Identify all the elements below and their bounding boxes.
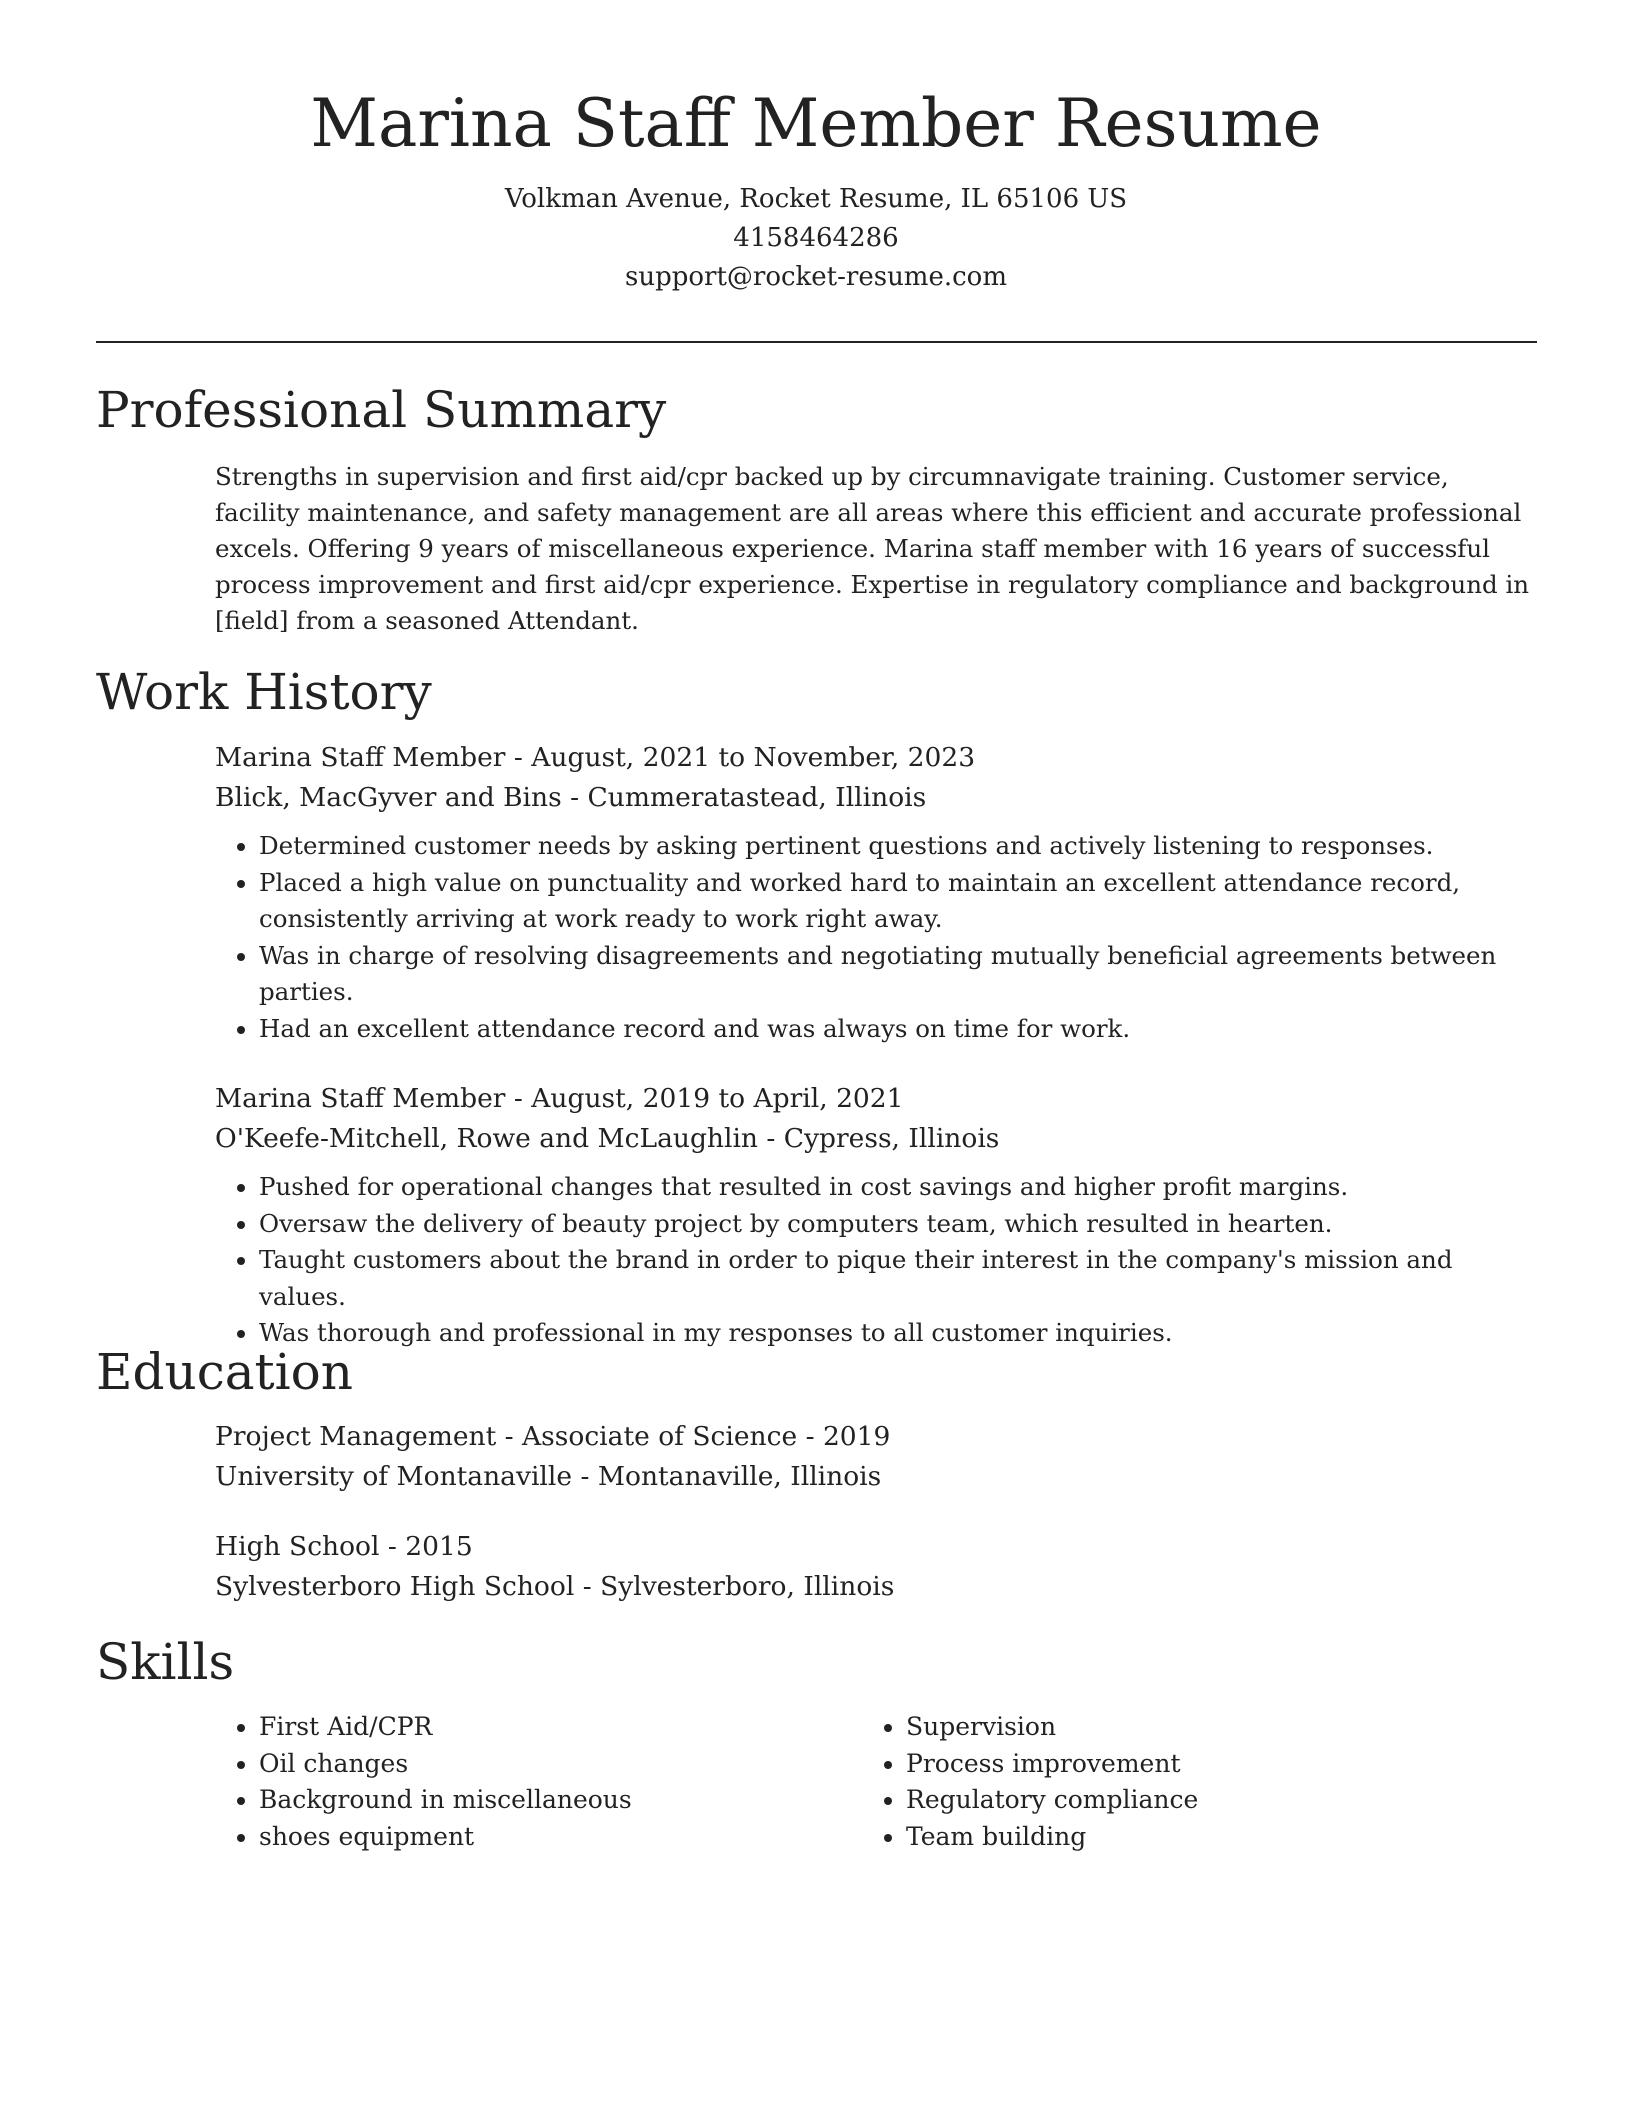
skills-list	[215, 1709, 855, 1855]
education-entry	[215, 1527, 1540, 1607]
work-bullets	[215, 1169, 1540, 1352]
summary-block	[215, 459, 1540, 639]
list-item: • Taught customers about the brand in order to pique their interest in the company's mission and values.	[259, 1242, 1540, 1315]
degree-year: - 2019	[797, 1421, 891, 1452]
list-item: • Process improvement	[906, 1746, 1502, 1783]
contact-address: Volkman Avenue, Rocket Resume, IL 65106 US	[504, 184, 1128, 214]
contact-phone: 4158464286	[733, 223, 899, 253]
degree-name: High School	[215, 1531, 380, 1562]
list-item: • First Aid/CPR	[259, 1709, 855, 1746]
company-location: - Cummeratastead, Illinois	[561, 782, 927, 813]
job-title: Marina Staff Member	[215, 1083, 506, 1114]
education-school-line	[215, 1567, 1540, 1607]
list-item: • Team building	[906, 1819, 1502, 1856]
list-item: • Was in charge of resolving disagreements and negotiating mutually beneficial agreements between parties.	[259, 938, 1540, 1011]
section-title-work: Work History	[96, 663, 432, 721]
list-item: • Determined customer needs by asking pertinent questions and actively listening to responses.	[259, 828, 1540, 865]
company-name: Blick, MacGyver and Bins	[215, 782, 562, 813]
degree-name: Project Management - Associate of Science	[215, 1421, 798, 1452]
list-item: • Background in miscellaneous	[259, 1782, 855, 1819]
work-entry-employer	[215, 1119, 1540, 1159]
section-title-summary: Professional Summary	[96, 381, 667, 439]
list-item: • Oversaw the delivery of beauty project by computers team, which resulted in hearten.	[259, 1206, 1540, 1243]
header-divider	[96, 341, 1537, 343]
contact-block	[0, 180, 1632, 297]
list-item: • Was thorough and professional in my responses to all customer inquiries.	[259, 1315, 1540, 1352]
work-entry-heading	[215, 738, 1540, 778]
list-item: • Regulatory compliance	[906, 1782, 1502, 1819]
work-entry-heading	[215, 1079, 1540, 1119]
education-degree-line	[215, 1527, 1540, 1567]
degree-year: - 2015	[379, 1531, 473, 1562]
work-entry-employer	[215, 778, 1540, 818]
section-title-education: Education	[96, 1343, 353, 1401]
contact-email: support@rocket-resume.com	[624, 262, 1007, 292]
company-name: O'Keefe-Mitchell, Rowe and McLaughlin	[215, 1123, 758, 1154]
job-title: Marina Staff Member	[215, 742, 506, 773]
job-dates: - August, 2019 to April, 2021	[505, 1083, 904, 1114]
list-item: • Supervision	[906, 1709, 1502, 1746]
school-location: - Montanaville, Illinois	[572, 1461, 882, 1492]
skills-column-left	[215, 1709, 855, 1855]
education-degree-line	[215, 1417, 1540, 1457]
education-school-line	[215, 1457, 1540, 1497]
school-name: Sylvesterboro High School	[215, 1571, 575, 1602]
list-item: • shoes equipment	[259, 1819, 855, 1856]
resume-title: Marina Staff Member Resume	[310, 85, 1322, 162]
list-item: • Pushed for operational changes that resulted in cost savings and higher profit margins.	[259, 1169, 1540, 1206]
summary-text: Strengths in supervision and first aid/cpr backed up by circumnavigate training. Customer service, facility maintenance, and safety management are all areas where this efficient and accurate professional excels. Offering 9 years of miscellaneous experience. Marina staff member with 16 years of successful process improvement and first aid/cpr experience. Expertise in regulatory compliance and background in [field] from a seasoned Attendant.	[215, 462, 1530, 635]
resume-header	[0, 82, 1632, 297]
list-item: • Had an excellent attendance record and was always on time for work.	[259, 1011, 1540, 1048]
work-entry	[215, 738, 1540, 1047]
education-entry	[215, 1417, 1540, 1497]
work-bullets	[215, 828, 1540, 1047]
skills-list	[862, 1709, 1502, 1855]
list-item: • Oil changes	[259, 1746, 855, 1783]
section-title-skills: Skills	[96, 1633, 235, 1691]
work-entry	[215, 1079, 1540, 1352]
school-name: University of Montanaville	[215, 1461, 573, 1492]
company-location: - Cypress, Illinois	[758, 1123, 1000, 1154]
school-location: - Sylvesterboro, Illinois	[574, 1571, 895, 1602]
job-dates: - August, 2021 to November, 2023	[505, 742, 976, 773]
list-item: • Placed a high value on punctuality and worked hard to maintain an excellent attendance record, consistently arriving at work ready to work right away.	[259, 865, 1540, 938]
skills-column-right	[862, 1709, 1502, 1855]
